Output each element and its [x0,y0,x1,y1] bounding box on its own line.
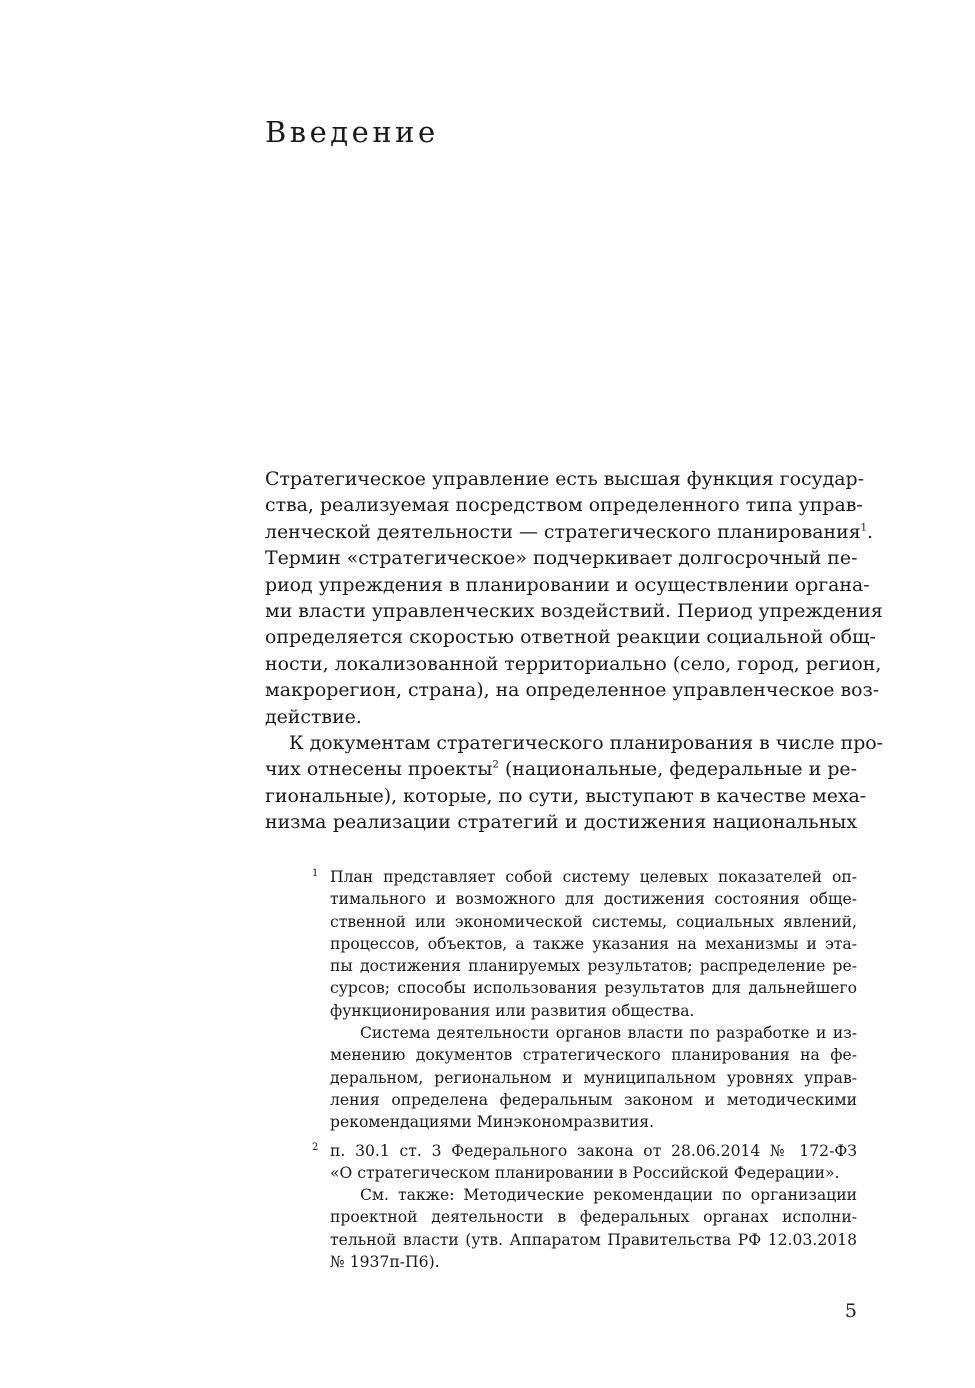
text-line-content: ленческой деятельности — стратегического планирования [265,520,861,543]
text-line: ства, реализуемая посредством определенного типа управ- [265,494,863,517]
footnote-1 [312,866,857,1134]
text-line-content: (национальные, федеральные и ре- [504,758,857,781]
footnote-line: пы достижения планируемых результатов; распределение ре- [330,957,857,976]
footnote-number: 1 [312,868,319,879]
footnote-line: менению документов стратегического планирования на фе- [330,1046,857,1065]
text-line: риод упреждения в планировании и осуществлении органа- [265,573,870,596]
text-line: низма реализации стратегий и достижения национальных [265,811,857,834]
text-line: Стратегическое управление есть высшая функция государ- [265,468,865,490]
footnote-line: См. также: Методические рекомендации по организации [360,1186,857,1205]
footnote-line: тимального и возможного для достижения состояния обще- [330,890,857,909]
footnote-line: функционирования или развития общества. [330,1001,695,1020]
text-line [265,519,874,545]
footnote-line: План представляет собой систему целевых показателей оп- [330,868,857,886]
footnote-line: процессов, объектов, а также указания на механизмы и эта- [330,934,857,953]
footnote-line: тельной власти (утв. Аппаратом Правительства РФ 12.03.2018 [330,1230,857,1249]
text-line: ми власти управленческих воздействий. Период упреждения [265,599,883,622]
text-line: Термин «стратегическое» подчеркивает долгосрочный пе- [265,547,858,570]
text-line: гиональные), которые, по сути, выступают в качестве меха- [265,784,867,807]
footnote-line: деральном, региональном и муниципальном уровнях управ- [330,1068,857,1087]
footnotes [312,866,857,1273]
text-line: определяется скоростью ответной реакции социальной общ- [265,626,876,649]
text-line: макрорегион, страна), на определенное управленческое воз- [265,679,880,702]
text-line: действие. [265,705,362,728]
footnote-line: рекомендациями Минэкономразвития. [330,1113,655,1132]
text-line [265,756,857,782]
text-line-content: чих отнесены проекты [265,758,493,781]
text-period: . [867,520,874,543]
footnote-ref-2: 2 [492,760,499,771]
footnote-line: № 1937п-П6). [330,1253,440,1272]
footnote-line: проектной деятельности в федеральных органах исполни- [330,1208,857,1227]
footnote-line: Система деятельности органов власти по разработке и из- [360,1024,857,1043]
footnote-line: ления определена федеральным законом и методическими [330,1090,857,1109]
text-line: ности, локализованной территориально (село, город, регион, [265,652,882,675]
footnote-line: п. 30.1 ст. 3 Федерального закона от 28.06.2014 № 172-ФЗ [330,1141,857,1160]
page-number: 5 [844,1300,857,1322]
footnote-line: «О стратегическом планировании в Российской Федерации». [330,1163,840,1182]
footnote-line: ственной или экономической системы, социальных явлений, [330,912,857,931]
footnote-line: сурсов; способы использования результатов для дальнейшего [330,979,857,998]
text-line: К документам стратегического планирования в числе про- [289,731,884,754]
footnote-2 [312,1140,857,1274]
main-text [265,466,884,835]
chapter-heading: Введение [265,115,439,149]
footnote-ref-1: 1 [860,522,868,534]
footnote-number: 2 [312,1141,319,1153]
